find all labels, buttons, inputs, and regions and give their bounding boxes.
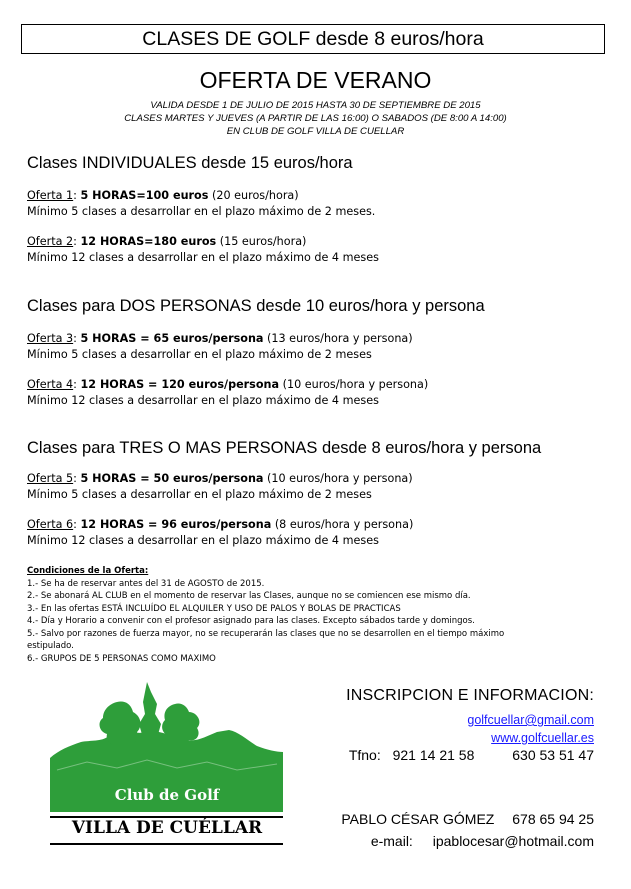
offer-price: (13 euros/hora y persona) xyxy=(263,332,413,345)
offer-sep: : xyxy=(73,235,81,248)
person-phone: 678 65 94 25 xyxy=(512,811,594,827)
offer-price: (20 euros/hora) xyxy=(208,189,299,202)
header-part4: euros/hora xyxy=(385,28,484,50)
offer-hours: 12 HORAS=180 euros xyxy=(80,235,217,248)
offer-price: (15 euros/hora) xyxy=(216,235,307,248)
club-logo xyxy=(47,680,287,860)
offer-detail: Mínimo 12 clases a desarrollar en el plazo máximo de 4 meses xyxy=(27,394,379,407)
validity-line: EN CLUB DE GOLF VILLA DE CUELLAR xyxy=(226,126,405,137)
offer-detail: Mínimo 5 clases a desarrollar en el plazo máximo de 2 meses. xyxy=(27,205,376,218)
offer-hours: 5 HORAS = 65 euros/persona xyxy=(80,332,264,345)
offer-price: (10 euros/hora y persona) xyxy=(279,378,429,391)
offer-sep: : xyxy=(73,472,81,485)
offer-detail: Mínimo 5 clases a desarrollar en el plazo máximo de 2 meses xyxy=(27,348,372,361)
offer-item xyxy=(27,517,413,549)
offer-item xyxy=(27,234,379,266)
offer-hours: 5 HORAS=100 euros xyxy=(80,189,209,202)
conditions-block xyxy=(27,565,597,665)
logo-club-text: Club de Golf xyxy=(114,786,220,804)
offer-detail: Mínimo 5 clases a desarrollar en el plazo máximo de 2 meses xyxy=(27,488,372,501)
condition-item: 3.- En las ofertas ESTÁ INCLUÍDO EL ALQUILER Y USO DE PALOS Y BOLAS DE PRACTICAS xyxy=(27,603,401,614)
condition-item: 2.- Se abonará AL CLUB en el momento de reservar las Clases, aunque no se comiencen ese mismo día. xyxy=(27,591,471,601)
contact-title: INSCRIPCION E INFORMACION: xyxy=(346,687,594,704)
offer-price: (8 euros/hora y persona) xyxy=(271,518,414,531)
email2-value: ipablocesar@hotmail.com xyxy=(432,833,594,849)
offer-sep: : xyxy=(73,518,81,531)
email2-label: e-mail: xyxy=(370,833,413,849)
header-part1: CLASES DE GOLF xyxy=(142,28,311,50)
offer-label: Oferta 6 xyxy=(27,518,74,531)
offer-item xyxy=(27,377,428,409)
condition-item: 1.- Se ha de reservar antes del 31 de AGOSTO de 2015. xyxy=(27,578,265,589)
offer-label: Oferta 3 xyxy=(27,332,74,345)
condition-item: 4.- Día y Horario a convenir con el profesor asignado para las clases. Excepto sábados tarde y domingos. xyxy=(27,616,475,626)
offer-item xyxy=(27,188,375,220)
person-name: PABLO CÉSAR GÓMEZ xyxy=(341,811,495,827)
condition-item: 6.- GRUPOS DE 5 PERSONAS COMO MAXIMO xyxy=(27,653,216,664)
offer-label: Oferta 5 xyxy=(27,472,74,485)
validity-line: VALIDA DESDE 1 DE JULIO DE 2015 HASTA 30 DE SEPTIEMBRE DE 2015 xyxy=(150,100,481,111)
offer-hours: 12 HORAS = 96 euros/persona xyxy=(80,518,272,531)
contact-web-row xyxy=(491,729,594,747)
offer-hours: 5 HORAS = 50 euros/persona xyxy=(80,472,264,485)
contact-phones xyxy=(349,747,594,763)
phone-1: 921 14 21 58 xyxy=(392,747,475,763)
contact-web-link[interactable]: www.golfcuellar.es xyxy=(491,731,594,745)
offer-label: Oferta 4 xyxy=(27,378,74,391)
offer-sep: : xyxy=(73,189,81,202)
contact-person xyxy=(341,811,594,827)
section-heading-tres: Clases para TRES O MAS PERSONAS desde 8 euros/hora y persona xyxy=(27,439,542,457)
contact-email-row xyxy=(467,711,594,729)
offer-detail: Mínimo 12 clases a desarrollar en el plazo máximo de 4 meses xyxy=(27,534,379,547)
offer-label: Oferta 2 xyxy=(27,235,74,248)
offer-item xyxy=(27,471,413,503)
offer-sep: : xyxy=(73,378,81,391)
offer-title: OFERTA DE VERANO xyxy=(199,67,432,93)
logo-name-text: VILLA DE CUÉLLAR xyxy=(71,818,263,838)
header-part3: 8 xyxy=(374,28,386,50)
offer-sep: : xyxy=(73,332,81,345)
offer-detail: Mínimo 12 clases a desarrollar en el plazo máximo de 4 meses xyxy=(27,251,379,264)
offer-price: (10 euros/hora y persona) xyxy=(263,472,413,485)
section-heading-dos: Clases para DOS PERSONAS desde 10 euros/hora y persona xyxy=(27,297,485,315)
section-heading-individual: Clases INDIVIDUALES desde 15 euros/hora xyxy=(27,154,353,172)
condition-item: estipulado. xyxy=(27,641,74,651)
phone-2: 630 53 51 47 xyxy=(512,747,594,763)
contact-email2-row xyxy=(371,833,594,849)
condition-item: 5.- Salvo por razones de fuerza mayor, no se recuperarán las clases que no se desarrollen en el tiempo máximo xyxy=(27,628,505,639)
offer-hours: 12 HORAS = 120 euros/persona xyxy=(80,378,280,391)
offer-label: Oferta 1 xyxy=(27,189,74,202)
contact-email-link[interactable]: golfcuellar@gmail.com xyxy=(467,713,594,727)
validity-line: CLASES MARTES Y JUEVES (A PARTIR DE LAS 16:00) O SABADOS (DE 8:00 A 14:00) xyxy=(124,113,507,124)
conditions-title: Condiciones de la Oferta: xyxy=(27,566,149,576)
offer-item xyxy=(27,331,413,363)
header-banner xyxy=(21,24,605,54)
header-part2: desde xyxy=(310,28,375,50)
validity-block xyxy=(0,99,631,138)
phone-label: Tfno: xyxy=(348,747,381,763)
